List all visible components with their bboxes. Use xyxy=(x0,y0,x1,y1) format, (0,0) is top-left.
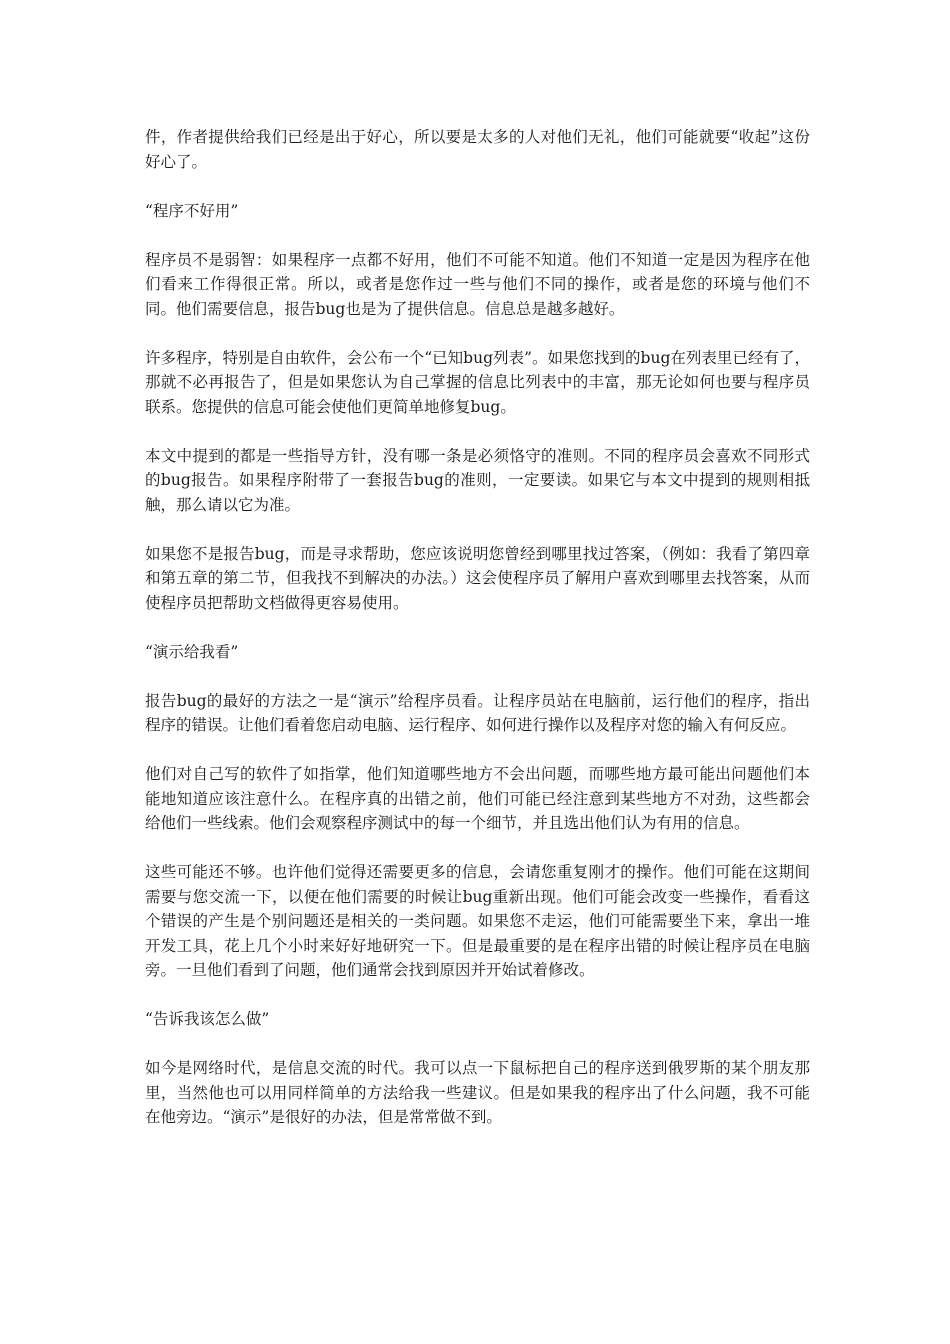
document-body xyxy=(145,125,810,1154)
paragraph: 他们对自己写的软件了如指掌，他们知道哪些地方不会出问题，而哪些地方最可能出问题他们本能地知道应该注意什么。在程序真的出错之前，他们可能已经注意到某些地方不对劲，这些都会给他们一些线索。他们会观察程序测试中的每一个细节，并且选出他们认为有用的信息。 xyxy=(145,765,810,832)
paragraph: 报告bug的最好的方法之一是“演示”给程序员看。让程序员站在电脑前，运行他们的程序，指出程序的错误。让他们看着您启动电脑、运行程序、如何进行操作以及程序对您的输入有何反应。 xyxy=(145,691,810,734)
paragraph: 本文中提到的都是一些指导方针，没有哪一条是必须恪守的准则。不同的程序员会喜欢不同形式的bug报告。如果程序附带了一套报告bug的准则，一定要读。如果它与本文中提到的规则相抵触，那么请以它为准。 xyxy=(145,446,810,514)
section-heading-show-me: “演示给我看” xyxy=(145,642,239,661)
section-heading-tell-me-what-to-do: “告诉我该怎么做” xyxy=(145,1010,270,1028)
paragraph-continuation: 件，作者提供给我们已经是出于好心，所以要是太多的人对他们无礼，他们可能就要“收起”这份好心了。 xyxy=(145,128,810,171)
paragraph: 许多程序，特别是自由软件，会公布一个“已知bug列表”。如果您找到的bug在列表里已经有了，那就不必再报告了，但是如果您认为自己掌握的信息比列表中的丰富，那无论如何也要与程序员联系。您提供的信息可能会使他们更简单地修复bug。 xyxy=(145,348,810,416)
paragraph: 程序员不是弱智：如果程序一点都不好用，他们不可能不知道。他们不知道一定是因为程序在他们看来工作得很正常。所以，或者是您作过一些与他们不同的操作，或者是您的环境与他们不同。他们需要信息，报告bug也是为了提供信息。信息总是越多越好。 xyxy=(145,250,810,318)
paragraph: 如果您不是报告bug，而是寻求帮助，您应该说明您曾经到哪里找过答案，（例如：我看了第四章和第五章的第二节，但我找不到解决的办法。）这会使程序员了解用户喜欢到哪里去找答案，从而使程序员把帮助文档做得更容易使用。 xyxy=(145,544,810,612)
paragraph: 如今是网络时代，是信息交流的时代。我可以点一下鼠标把自己的程序送到俄罗斯的某个朋友那里，当然他也可以用同样简单的方法给我一些建议。但是如果我的程序出了什么问题，我不可能在他旁边。“演示”是很好的办法，但是常常做不到。 xyxy=(145,1059,810,1126)
section-heading-program-not-working: “程序不好用” xyxy=(145,201,239,220)
paragraph: 这些可能还不够。也许他们觉得还需要更多的信息，会请您重复刚才的操作。他们可能在这期间需要与您交流一下，以便在他们需要的时候让bug重新出现。他们可能会改变一些操作，看看这个错误的产生是个别问题还是相关的一类问题。如果您不走运，他们可能需要坐下来，拿出一堆开发工具，花上几个小时来好好地研究一下。但是最重要的是在程序出错的时候让程序员在电脑旁。一旦他们看到了问题，他们通常会找到原因并开始试着修改。 xyxy=(145,863,810,979)
